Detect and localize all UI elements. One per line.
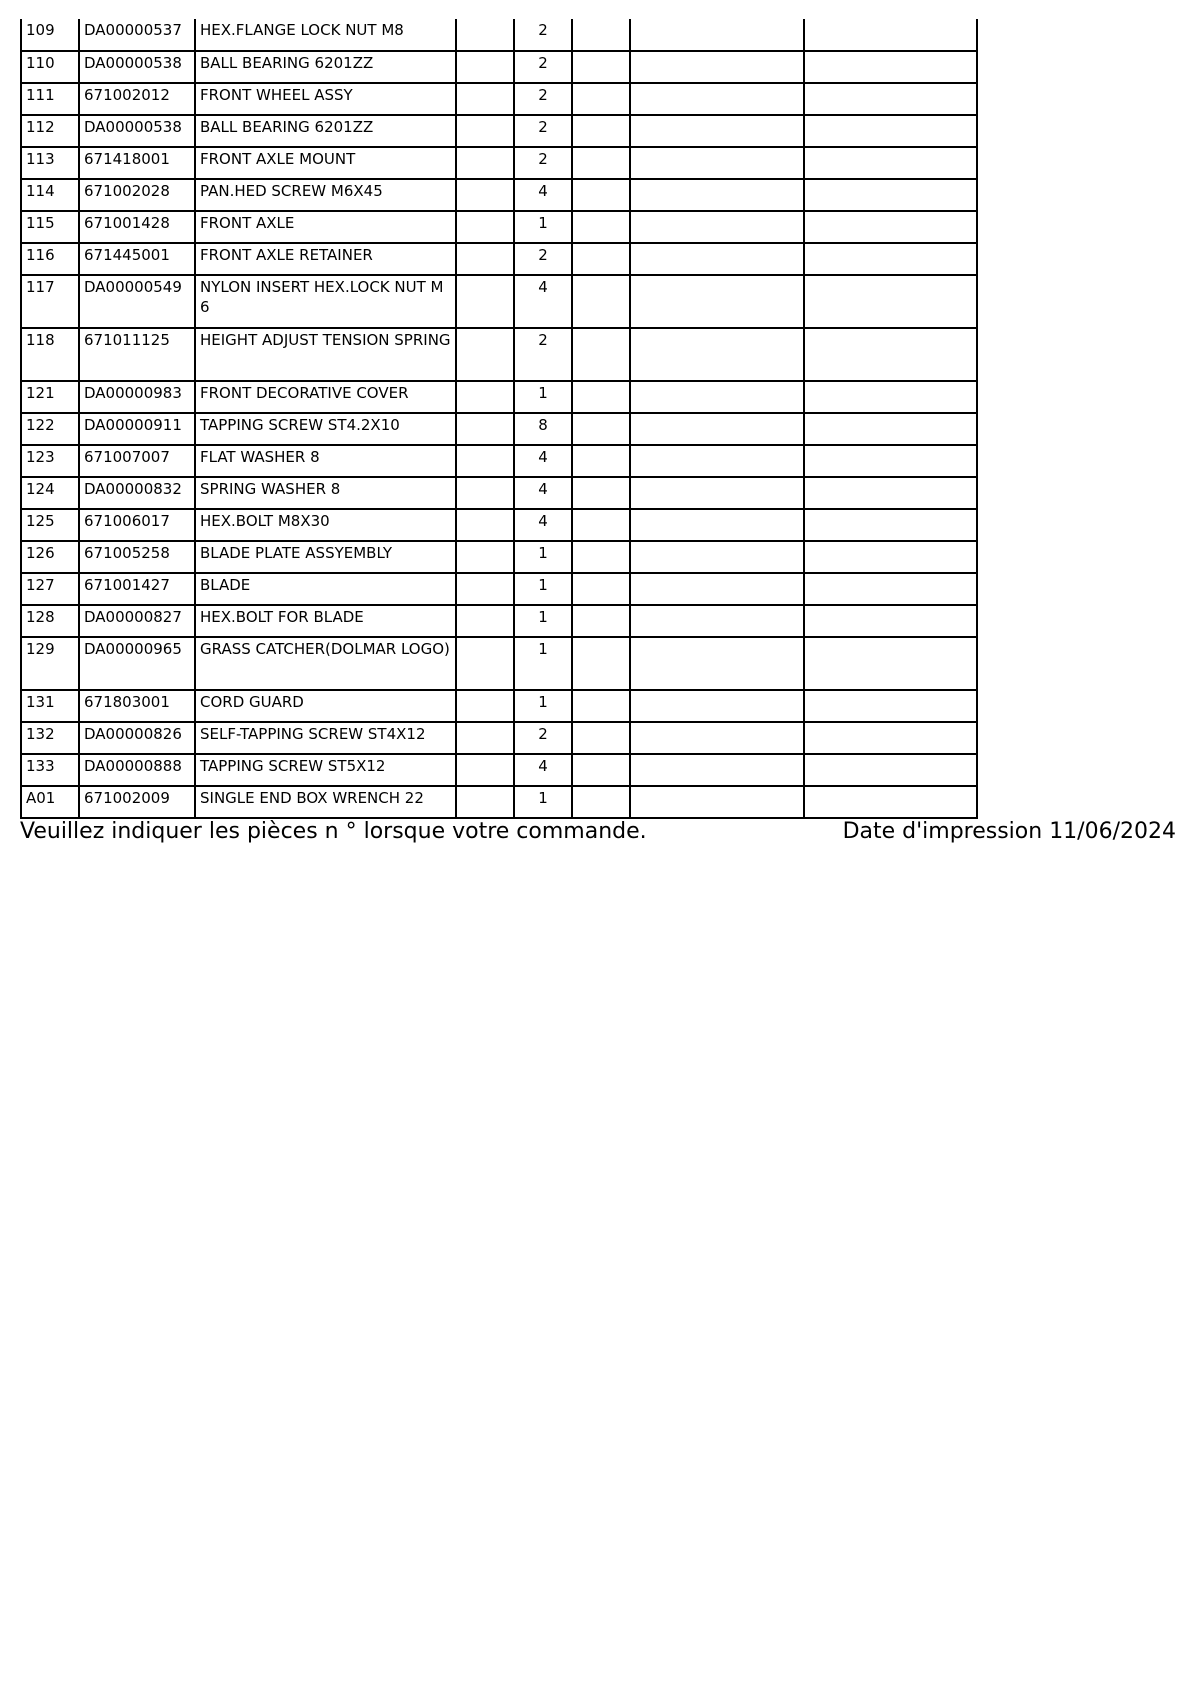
empty-cell (456, 211, 514, 243)
part-reference-cell: DA00000538 (79, 51, 195, 83)
empty-cell (804, 147, 977, 179)
part-description-cell: CORD GUARD (195, 690, 456, 722)
part-reference-cell: 671418001 (79, 147, 195, 179)
empty-cell (456, 786, 514, 818)
empty-cell (572, 19, 630, 51)
part-number-cell: 131 (21, 690, 79, 722)
empty-cell (456, 243, 514, 275)
quantity-cell: 8 (514, 413, 572, 445)
part-number-cell: 132 (21, 722, 79, 754)
empty-cell (456, 147, 514, 179)
empty-cell (630, 275, 804, 328)
empty-cell (804, 243, 977, 275)
table-row (21, 541, 977, 573)
quantity-cell: 1 (514, 605, 572, 637)
empty-cell (630, 243, 804, 275)
empty-cell (804, 83, 977, 115)
empty-cell (804, 605, 977, 637)
empty-cell (456, 179, 514, 211)
part-description-cell: BLADE (195, 573, 456, 605)
table-row (21, 754, 977, 786)
empty-cell (630, 722, 804, 754)
part-description-cell: FRONT AXLE RETAINER (195, 243, 456, 275)
table-row (21, 722, 977, 754)
quantity-cell: 1 (514, 786, 572, 818)
quantity-cell: 4 (514, 275, 572, 328)
empty-cell (630, 147, 804, 179)
empty-cell (456, 637, 514, 690)
empty-cell (630, 51, 804, 83)
quantity-cell: 2 (514, 243, 572, 275)
part-number-cell: 123 (21, 445, 79, 477)
part-description-cell: FRONT AXLE MOUNT (195, 147, 456, 179)
part-number-cell: 111 (21, 83, 79, 115)
empty-cell (630, 413, 804, 445)
part-reference-cell: DA00000911 (79, 413, 195, 445)
empty-cell (572, 211, 630, 243)
empty-cell (572, 51, 630, 83)
empty-cell (456, 413, 514, 445)
empty-cell (804, 275, 977, 328)
empty-cell (572, 83, 630, 115)
table-row (21, 509, 977, 541)
part-reference-cell: DA00000983 (79, 381, 195, 413)
part-description-cell: FRONT DECORATIVE COVER (195, 381, 456, 413)
empty-cell (804, 477, 977, 509)
part-number-cell: A01 (21, 786, 79, 818)
part-number-cell: 125 (21, 509, 79, 541)
table-row (21, 605, 977, 637)
table-row (21, 381, 977, 413)
empty-cell (804, 573, 977, 605)
empty-cell (804, 211, 977, 243)
empty-cell (630, 690, 804, 722)
empty-cell (572, 541, 630, 573)
table-row (21, 573, 977, 605)
quantity-cell: 2 (514, 115, 572, 147)
part-number-cell: 129 (21, 637, 79, 690)
empty-cell (572, 275, 630, 328)
part-description-cell: FRONT AXLE (195, 211, 456, 243)
part-reference-cell: 671445001 (79, 243, 195, 275)
empty-cell (572, 477, 630, 509)
table-row (21, 690, 977, 722)
part-number-cell: 124 (21, 477, 79, 509)
table-row (21, 115, 977, 147)
empty-cell (456, 541, 514, 573)
empty-cell (572, 243, 630, 275)
print-date: Date d'impression 11/06/2024 (842, 819, 1176, 844)
order-instruction-note: Veuillez indiquer les pièces n ° lorsque votre commande. (20, 819, 647, 844)
empty-cell (572, 637, 630, 690)
table-row (21, 786, 977, 818)
part-reference-cell: 671005258 (79, 541, 195, 573)
quantity-cell: 1 (514, 637, 572, 690)
empty-cell (630, 477, 804, 509)
empty-cell (804, 690, 977, 722)
empty-cell (630, 637, 804, 690)
empty-cell (572, 722, 630, 754)
table-row (21, 179, 977, 211)
quantity-cell: 1 (514, 541, 572, 573)
empty-cell (572, 413, 630, 445)
empty-cell (630, 19, 804, 51)
part-reference-cell: 671803001 (79, 690, 195, 722)
empty-cell (630, 381, 804, 413)
empty-cell (804, 754, 977, 786)
empty-cell (630, 179, 804, 211)
table-row (21, 413, 977, 445)
part-number-cell: 110 (21, 51, 79, 83)
part-reference-cell: DA00000832 (79, 477, 195, 509)
empty-cell (456, 690, 514, 722)
quantity-cell: 1 (514, 573, 572, 605)
part-description-cell: PAN.HED SCREW M6X45 (195, 179, 456, 211)
quantity-cell: 2 (514, 328, 572, 381)
table-row (21, 637, 977, 690)
quantity-cell: 2 (514, 722, 572, 754)
empty-cell (630, 573, 804, 605)
quantity-cell: 2 (514, 83, 572, 115)
part-description-cell: HEX.FLANGE LOCK NUT M8 (195, 19, 456, 51)
quantity-cell: 4 (514, 509, 572, 541)
part-number-cell: 115 (21, 211, 79, 243)
empty-cell (456, 51, 514, 83)
part-number-cell: 127 (21, 573, 79, 605)
part-description-cell: HEX.BOLT FOR BLADE (195, 605, 456, 637)
part-description-cell: FLAT WASHER 8 (195, 445, 456, 477)
quantity-cell: 2 (514, 19, 572, 51)
parts-table-body (21, 19, 977, 818)
part-reference-cell: 671002012 (79, 83, 195, 115)
empty-cell (804, 786, 977, 818)
empty-cell (572, 179, 630, 211)
quantity-cell: 2 (514, 51, 572, 83)
part-description-cell: FRONT WHEEL ASSY (195, 83, 456, 115)
quantity-cell: 4 (514, 445, 572, 477)
empty-cell (804, 637, 977, 690)
empty-cell (456, 477, 514, 509)
part-reference-cell: 671001428 (79, 211, 195, 243)
table-row (21, 477, 977, 509)
quantity-cell: 4 (514, 477, 572, 509)
part-reference-cell: DA00000549 (79, 275, 195, 328)
part-number-cell: 133 (21, 754, 79, 786)
empty-cell (572, 690, 630, 722)
empty-cell (804, 541, 977, 573)
part-reference-cell: 671011125 (79, 328, 195, 381)
empty-cell (572, 754, 630, 786)
empty-cell (456, 328, 514, 381)
empty-cell (804, 328, 977, 381)
part-reference-cell: DA00000537 (79, 19, 195, 51)
empty-cell (804, 381, 977, 413)
empty-cell (456, 115, 514, 147)
part-description-cell: GRASS CATCHER(DOLMAR LOGO) (195, 637, 456, 690)
empty-cell (456, 573, 514, 605)
part-description-cell: HEX.BOLT M8X30 (195, 509, 456, 541)
part-description-cell: BALL BEARING 6201ZZ (195, 51, 456, 83)
part-description-cell: SINGLE END BOX WRENCH 22 (195, 786, 456, 818)
table-row (21, 83, 977, 115)
empty-cell (456, 275, 514, 328)
empty-cell (804, 51, 977, 83)
part-reference-cell: DA00000538 (79, 115, 195, 147)
part-reference-cell: 671007007 (79, 445, 195, 477)
empty-cell (456, 83, 514, 115)
part-number-cell: 118 (21, 328, 79, 381)
part-number-cell: 117 (21, 275, 79, 328)
empty-cell (630, 509, 804, 541)
empty-cell (630, 328, 804, 381)
part-description-cell: NYLON INSERT HEX.LOCK NUT M6 (195, 275, 456, 328)
part-number-cell: 114 (21, 179, 79, 211)
part-number-cell: 109 (21, 19, 79, 51)
empty-cell (572, 509, 630, 541)
part-reference-cell: 671002028 (79, 179, 195, 211)
table-row (21, 51, 977, 83)
part-number-cell: 128 (21, 605, 79, 637)
part-reference-cell: DA00000826 (79, 722, 195, 754)
empty-cell (572, 147, 630, 179)
quantity-cell: 1 (514, 211, 572, 243)
empty-cell (456, 605, 514, 637)
parts-table (20, 19, 978, 819)
empty-cell (572, 381, 630, 413)
part-reference-cell: 671002009 (79, 786, 195, 818)
part-reference-cell: DA00000827 (79, 605, 195, 637)
empty-cell (630, 754, 804, 786)
table-row (21, 243, 977, 275)
empty-cell (572, 445, 630, 477)
part-number-cell: 113 (21, 147, 79, 179)
empty-cell (456, 445, 514, 477)
part-number-cell: 116 (21, 243, 79, 275)
empty-cell (456, 722, 514, 754)
empty-cell (630, 115, 804, 147)
part-number-cell: 122 (21, 413, 79, 445)
table-row (21, 275, 977, 328)
part-description-cell: BLADE PLATE ASSYEMBLY (195, 541, 456, 573)
quantity-cell: 1 (514, 381, 572, 413)
part-description-cell: BALL BEARING 6201ZZ (195, 115, 456, 147)
part-reference-cell: 671006017 (79, 509, 195, 541)
empty-cell (572, 605, 630, 637)
table-row (21, 328, 977, 381)
table-row (21, 19, 977, 51)
quantity-cell: 4 (514, 754, 572, 786)
empty-cell (572, 328, 630, 381)
part-description-cell: SELF-TAPPING SCREW ST4X12 (195, 722, 456, 754)
empty-cell (630, 83, 804, 115)
part-number-cell: 112 (21, 115, 79, 147)
part-reference-cell: DA00000888 (79, 754, 195, 786)
empty-cell (804, 19, 977, 51)
empty-cell (804, 722, 977, 754)
empty-cell (630, 445, 804, 477)
empty-cell (456, 754, 514, 786)
table-row (21, 445, 977, 477)
empty-cell (630, 211, 804, 243)
part-number-cell: 121 (21, 381, 79, 413)
part-reference-cell: DA00000965 (79, 637, 195, 690)
table-row (21, 147, 977, 179)
empty-cell (804, 445, 977, 477)
empty-cell (804, 115, 977, 147)
empty-cell (572, 115, 630, 147)
part-number-cell: 126 (21, 541, 79, 573)
empty-cell (804, 413, 977, 445)
part-reference-cell: 671001427 (79, 573, 195, 605)
part-description-cell: TAPPING SCREW ST5X12 (195, 754, 456, 786)
empty-cell (630, 605, 804, 637)
empty-cell (456, 19, 514, 51)
empty-cell (456, 381, 514, 413)
empty-cell (456, 509, 514, 541)
quantity-cell: 2 (514, 147, 572, 179)
part-description-cell: TAPPING SCREW ST4.2X10 (195, 413, 456, 445)
empty-cell (572, 786, 630, 818)
part-description-cell: SPRING WASHER 8 (195, 477, 456, 509)
empty-cell (630, 786, 804, 818)
empty-cell (804, 179, 977, 211)
table-row (21, 211, 977, 243)
empty-cell (630, 541, 804, 573)
quantity-cell: 4 (514, 179, 572, 211)
quantity-cell: 1 (514, 690, 572, 722)
empty-cell (804, 509, 977, 541)
part-description-cell: HEIGHT ADJUST TENSION SPRING (195, 328, 456, 381)
empty-cell (572, 573, 630, 605)
